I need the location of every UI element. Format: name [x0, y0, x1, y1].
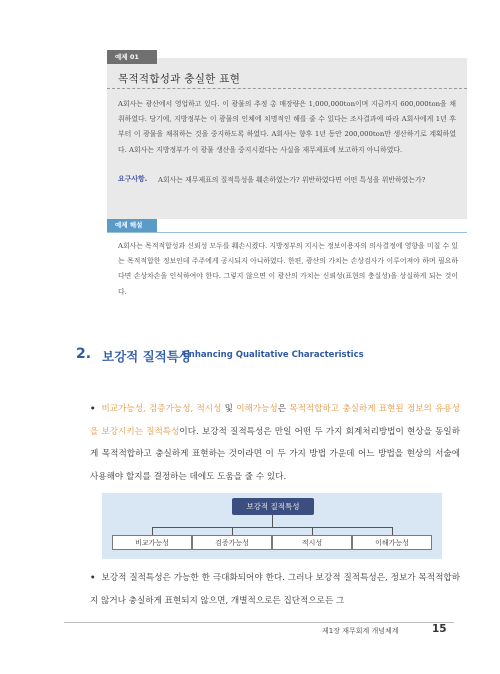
- diagram-connector: [312, 527, 313, 535]
- example-divider: [107, 88, 467, 89]
- diagram-connector: [152, 527, 153, 535]
- requirement-label: 요구사항.: [118, 175, 148, 183]
- diagram-connector: [232, 527, 233, 535]
- footer-chapter: 제1장 재무회계 개념체계: [322, 627, 399, 635]
- section-title: 보강적 질적특성: [102, 349, 191, 364]
- text-fragment: 은: [277, 404, 290, 414]
- text-fragment: 및: [221, 404, 237, 414]
- solution-tab: 예제 해설: [107, 219, 157, 232]
- solution-tab-tail: [150, 219, 157, 232]
- example-tab-tail: [150, 50, 157, 64]
- diagram-node-comparability: 비교가능성: [112, 535, 192, 550]
- paragraph-1: [90, 398, 460, 488]
- bullet: •: [90, 404, 96, 414]
- diagram-connector: [152, 527, 392, 528]
- example-body: [118, 97, 456, 158]
- paragraph-2-text: 보강적 질적특성은 가능한 한 극대화되어야 한다. 그러나 보강적 질적특성은, 정보가 목적적합하지 않거나 충실하게 표현되지 않으면, 개별적으로든 집단적으로든 그: [90, 573, 460, 606]
- page-number: 15: [432, 623, 447, 635]
- diagram-connector: [272, 515, 273, 527]
- diagram-connector: [392, 527, 393, 535]
- bullet: •: [90, 573, 96, 583]
- paragraph-1-rest: 이다. 보강적 질적특성은 만일 어떤 두 가지 회계처리방법이 현상을 동일하게 목적적합하고 충실하게 표현하는 것이라면 이 두 가지 방법 가운데 어느 방법을 현상의 서술에 사용해야 할지를 결정하는 데에도 도움을 줄 수 있다.: [90, 426, 460, 482]
- example-tab: 예제 01: [107, 50, 157, 64]
- section-number: 2.: [76, 346, 92, 362]
- section-title-en: Enhancing Qualitative Characteristics: [183, 350, 364, 360]
- footer-divider: [64, 622, 454, 623]
- solution-body: [118, 239, 458, 300]
- paragraph-2: [90, 567, 460, 612]
- highlight-term-understandability: 이해가능성: [236, 404, 278, 414]
- solution-paragraph: A회사는 목적적합성과 신뢰성 모두를 훼손시켰다. 지방정부의 지시는 정보이용자의 의사결정에 영향을 미칠 수 있는 목적적합한 정보인데 주주에게 공시되지 아니하였다. 한편, 광산의 가치는 손상검사가 이루어져야 하며 필요하다면 손상차손을 인식하여야 한다. 그렇지 않으면 이 광산의 가치는 신뢰성(표현의 충실성)을 상실하게 되는 것이다.: [118, 242, 458, 296]
- highlight-definition: 목적적합하고 충실하게 표현된 정보의 유용성을 보강시키는 질적특성: [90, 404, 460, 437]
- example-title: 목적적합성과 충실한 표현: [118, 73, 241, 85]
- diagram-root-node: 보강적 질적특성: [232, 498, 314, 515]
- highlight-terms: 비교가능성, 검증가능성, 적시성: [101, 404, 222, 414]
- example-paragraph: A회사는 광산에서 영업하고 있다. 이 광물의 추정 총 매장량은 1,000,000ton이며 지금까지 600,000ton을 채취하였다. 당기에, 지방정부는 이 광물의 인체에 치명적인 해를 줄 수 있다는 조사결과에 따라 A회사에게 1년 후부터 이 광물을 채취하는 것을 중지하도록 하였다. A회사는 향후 1년 동안 200,000ton만 생산하기로 계획하였다. A회사는 지방정부가 이 광물 생산을 중지시켰다는 사실을 재무제표에 보고하지 아니하였다.: [118, 100, 456, 154]
- requirement-text: A회사는 재무제표의 질적특성을 훼손하였는가? 위반하였다면 어떤 특성을 위반하였는가?: [158, 176, 426, 184]
- solution-divider: [107, 232, 467, 233]
- diagram-node-verifiability: 검증가능성: [192, 535, 272, 550]
- diagram-node-timeliness: 적시성: [272, 535, 352, 550]
- diagram-node-understandability: 이해가능성: [352, 535, 432, 550]
